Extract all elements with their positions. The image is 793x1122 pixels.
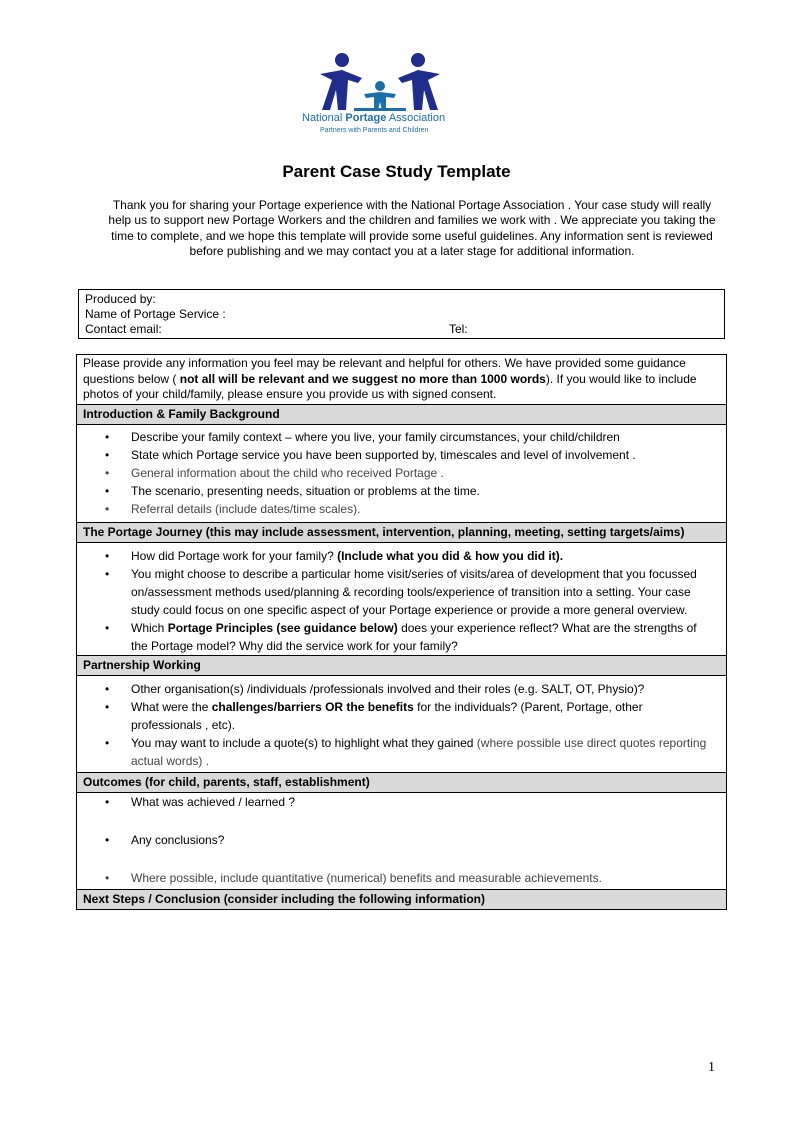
details-box (78, 289, 725, 339)
intro-paragraph: Thank you for sharing your Portage experience with the National Portage Association . Your case study will really help us to support new Portage Workers and the children and families we work with . We appreciate you taking the time to complete, and we hope this template will provide some useful guidelines. Any information sent is reviewed before publishing and we may contact you at a later stage for additional information. (108, 198, 716, 258)
service-name-label: Name of Portage Service : (85, 307, 226, 321)
list-item: • Any conclusions? (77, 831, 726, 849)
section-heading-outcomes: Outcomes (for child, parents, staff, establishment) (77, 772, 726, 792)
npa-logo (300, 44, 460, 140)
guidance-text: Please provide any information you feel may be relevant and helpful for others. We have provided some guidance questions below ( not all will be relevant and we suggest no more than 1000 words). If you would like to include photos of your child/family, please ensure you provide us with signed consent. (83, 356, 697, 401)
page-number: 1 (708, 1060, 715, 1075)
tel-label: Tel: (449, 322, 468, 336)
list-item: • Describe your family context – where you live, your family circumstances, your child/children (77, 428, 726, 446)
list-item: • What were the challenges/barriers OR the benefits for the individuals? (Parent, Portage, other professionals , etc). (77, 698, 726, 734)
page-title: Parent Case Study Template (282, 162, 511, 181)
list-item: • State which Portage service you have been supported by, timescales and level of involvement . (77, 446, 726, 464)
contact-email-label: Contact email: (85, 322, 162, 336)
section-body-intro (77, 424, 726, 522)
list-item: • How did Portage work for your family? (Include what you did & how you did it). (77, 547, 726, 565)
list-item: • Referral details (include dates/time scales). (77, 500, 726, 518)
section-heading-next-steps: Next Steps / Conclusion (consider including the following information) (77, 889, 726, 909)
logo-tagline: Partners with Parents and Children (320, 127, 429, 134)
section-body-partnership (77, 675, 726, 772)
list-item: • The scenario, presenting needs, situation or problems at the time. (77, 482, 726, 500)
logo-name: National Portage Association (302, 112, 446, 124)
section-heading-partnership: Partnership Working (77, 655, 726, 675)
list-item: • Other organisation(s) /individuals /professionals involved and their roles (e.g. SALT, OT, Physio)? (77, 680, 726, 698)
section-heading-journey: The Portage Journey (this may include assessment, intervention, planning, meeting, setting targets/aims) (77, 522, 726, 542)
list-item: • Which Portage Principles (see guidance below) does your experience reflect? What are the strengths of the Portage model? Why did the service work for your family? (77, 619, 726, 655)
section-body-journey (77, 542, 726, 655)
list-item: • General information about the child who received Portage . (77, 464, 726, 482)
produced-by-label: Produced by: (85, 292, 156, 306)
list-item: • You may want to include a quote(s) to highlight what they gained (where possible use direct quotes reporting actual words) . (77, 734, 726, 770)
case-study-table (76, 354, 727, 910)
family-logo-icon (320, 50, 440, 112)
list-item: • What was achieved / learned ? (77, 793, 726, 811)
list-item: • Where possible, include quantitative (numerical) benefits and measurable achievements. (77, 869, 726, 887)
list-item: • You might choose to describe a particular home visit/series of visits/area of development that you focussed on/assessment methods used/planning & recording tools/experience of transition into a setting. Your case study could focus on one specific aspect of your Portage experience or provide a more general overview. (77, 565, 726, 619)
section-heading-intro: Introduction & Family Background (77, 404, 726, 424)
section-body-outcomes (77, 792, 726, 889)
